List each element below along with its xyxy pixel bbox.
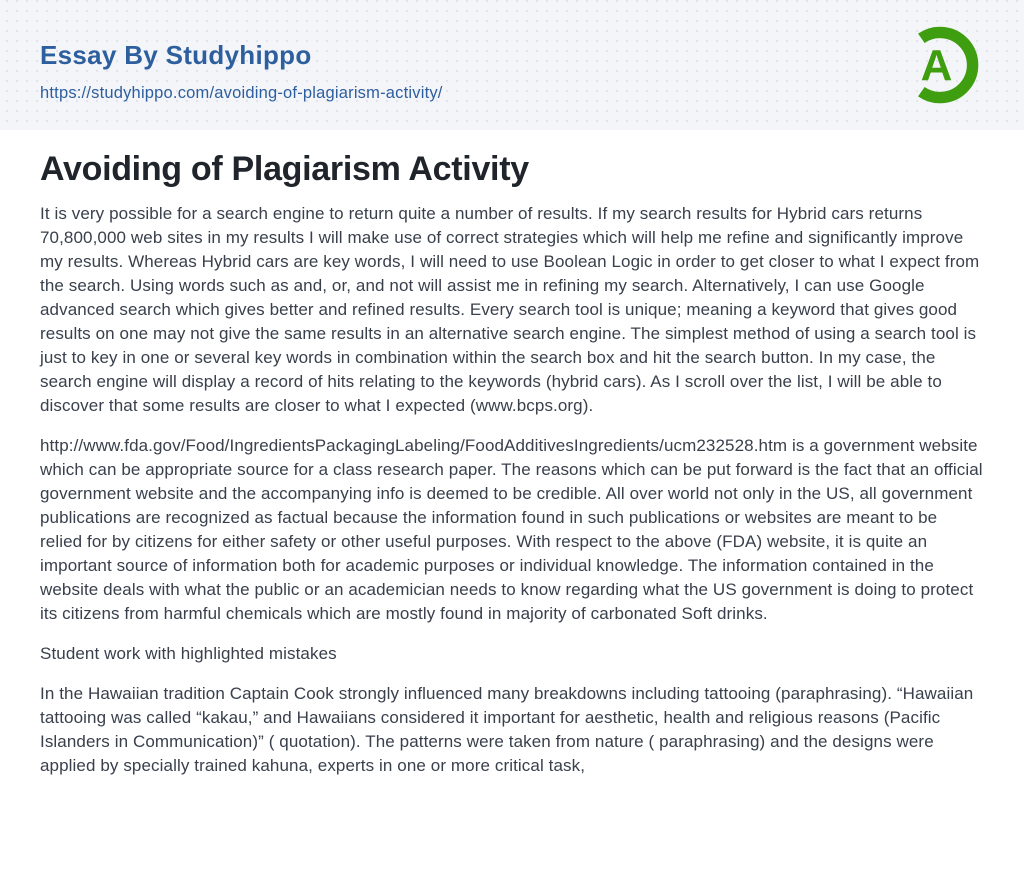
studyhippo-logo[interactable] xyxy=(896,21,984,109)
page-header xyxy=(0,0,1024,130)
essay-paragraph-2: http://www.fda.gov/Food/IngredientsPackagingLabeling/FoodAdditivesIngredients/ucm232528.htm is a government website which can be appropriate source for a class research paper. The reasons which can be put forward is the fact that an official government website and the accompanying info is deemed to be credible. All over world not only in the US, all government publications are recognized as factual because the information found in such publications or websites are meant to be relied for by citizens for either safety or other useful purposes. With respect to the above (FDA) website, it is quite an important source of information both for academic purposes or individual knowledge. The information contained in the website deals with what the public or an academician needs to know regarding what the US government is doing to protect its citizens from harmful chemicals which are mostly found in majority of carbonated Soft drinks. xyxy=(40,436,983,623)
header-byline-block xyxy=(40,27,443,104)
essay-content xyxy=(0,130,1024,778)
essay-paragraph-4: In the Hawaiian tradition Captain Cook strongly influenced many breakdowns including tattooing (paraphrasing). “Hawaiian tattooing was called “kakau,” and Hawaiians considered it important for aesthetic, health and religious reasons (Pacific Islanders in Communication)” ( quotation). The patterns were taken from nature ( paraphrasing) and the designs were applied by specially trained kahuna, experts in one or more critical task, xyxy=(40,684,974,775)
essay-paragraph-3: Student work with highlighted mistakes xyxy=(40,644,337,663)
page-title: Avoiding of Plagiarism Activity xyxy=(40,150,529,188)
byline: Essay By Studyhippo xyxy=(40,39,312,70)
page-url-link[interactable]: https://studyhippo.com/avoiding-of-plagiarism-activity/ xyxy=(40,84,443,103)
logo-letter: A xyxy=(920,40,953,90)
essay-paragraph-1: It is very possible for a search engine to return quite a number of results. If my search results for Hybrid cars returns 70,800,000 web sites in my results I will make use of correct strategies which will help me refine and significantly improve my results. Whereas Hybrid cars are key words, I will need to use Boolean Logic in order to get closer to what I expect from the search. Using words such as and, or, and not will assist me in refining my search. Alternatively, I can use Google advanced search which gives better and refined results. Every search tool is unique; meaning a keyword that gives good results on one may not give the same results in an alternative search engine. The simplest method of using a search tool is just to key in one or several key words in combination within the search box and hit the search button. In my case, the search engine will display a record of hits relating to the keywords (hybrid cars). As I scroll over the list, I will be able to discover that some results are closer to what I expected (www.bcps.org). xyxy=(40,204,980,415)
